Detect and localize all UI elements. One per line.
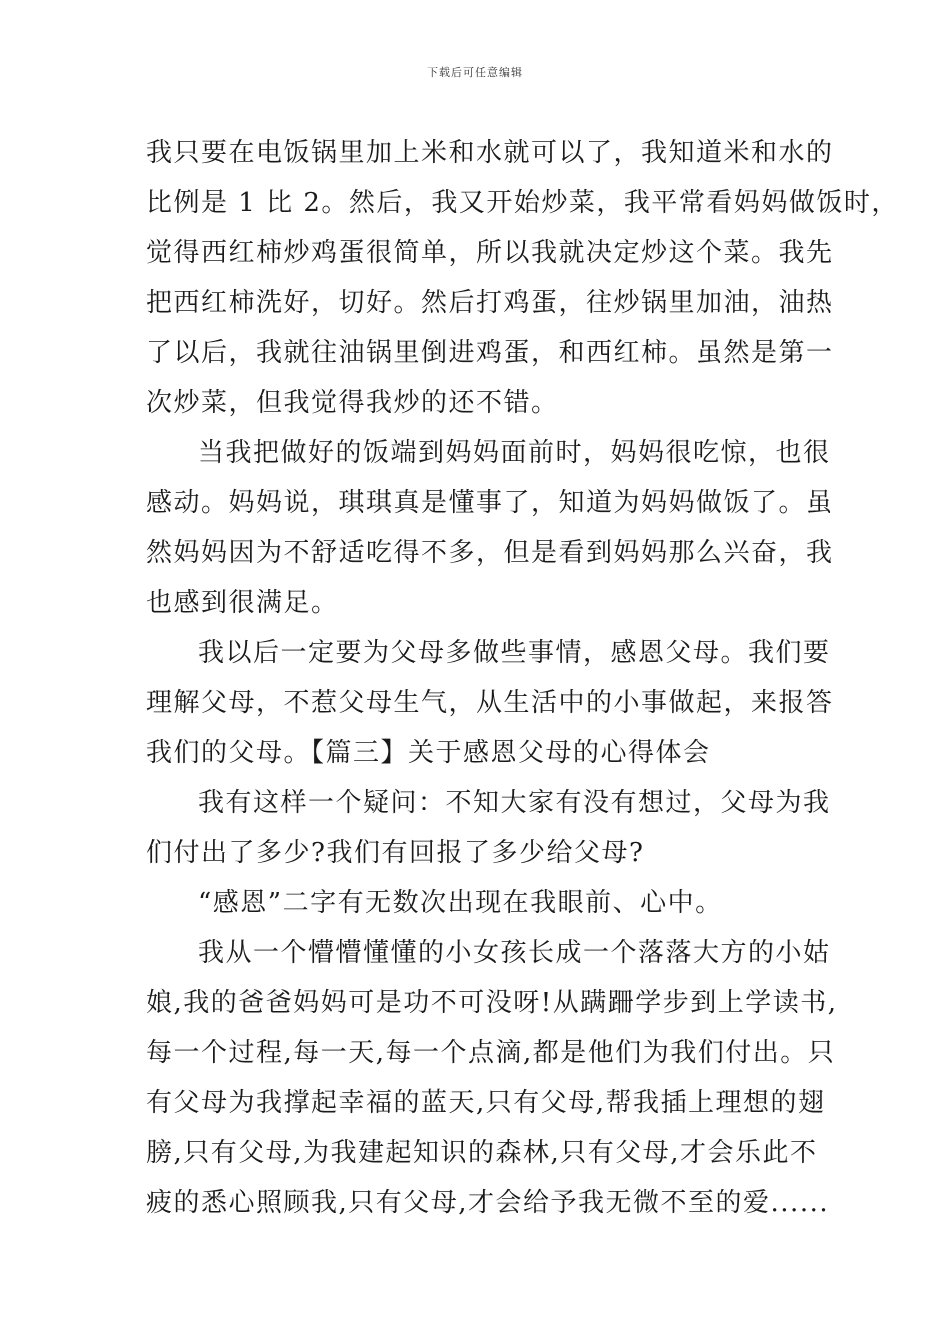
text-line: 娘,我的爸爸妈妈可是功不可没呀!从蹒跚学步到上学读书, xyxy=(146,988,838,1018)
text-line: 感动。妈妈说，琪琪真是懂事了，知道为妈妈做饭了。虽 xyxy=(146,488,834,518)
text-line: 了以后，我就往油锅里倒进鸡蛋，和西红柿。虽然是第一 xyxy=(146,338,834,368)
text-line: 把西红柿洗好，切好。然后打鸡蛋，往炒锅里加油，油热 xyxy=(146,288,834,318)
text-line: 比例是 1 比 2。然后，我又开始炒菜，我平常看妈妈做饭时， xyxy=(146,188,899,218)
text-line: “感恩”二字有无数次出现在我眼前、心中。 xyxy=(198,888,723,918)
text-line: 每一个过程,每一天,每一个点滴,都是他们为我们付出。只 xyxy=(146,1038,836,1068)
text-line: 疲的悉心照顾我,只有父母,才会给予我无微不至的爱...... xyxy=(146,1188,830,1218)
text-line: 我有这样一个疑问：不知大家有没有想过，父母为我 xyxy=(198,788,831,818)
text-line: 然妈妈因为不舒适吃得不多，但是看到妈妈那么兴奋，我 xyxy=(146,538,834,568)
text-line: 我以后一定要为父母多做些事情，感恩父母。我们要 xyxy=(198,638,831,668)
text-line: 当我把做好的饭端到妈妈面前时，妈妈很吃惊，也很 xyxy=(198,438,831,468)
text-line: 们付出了多少?我们有回报了多少给父母? xyxy=(146,838,645,868)
text-line: 我从一个懵懵懂懂的小女孩长成一个落落大方的小姑 xyxy=(198,938,831,968)
text-line: 膀,只有父母,为我建起知识的森林,只有父母,才会乐此不 xyxy=(146,1138,818,1168)
page-header: 下载后可任意编辑 xyxy=(427,66,523,79)
text-line: 有父母为我撑起幸福的蓝天,只有父母,帮我插上理想的翅 xyxy=(146,1088,826,1118)
text-line: 理解父母，不惹父母生气，从生活中的小事做起，来报答 xyxy=(146,688,834,718)
text-line: 我只要在电饭锅里加上米和水就可以了，我知道米和水的 xyxy=(146,138,834,168)
text-line: 次炒菜，但我觉得我炒的还不错。 xyxy=(146,388,559,418)
text-line: 也感到很满足。 xyxy=(146,588,339,618)
body-text xyxy=(146,128,899,1228)
text-line: 觉得西红柿炒鸡蛋很简单，所以我就决定炒这个菜。我先 xyxy=(146,238,834,268)
text-line: 我们的父母。【篇三】关于感恩父母的心得体会 xyxy=(146,738,711,768)
